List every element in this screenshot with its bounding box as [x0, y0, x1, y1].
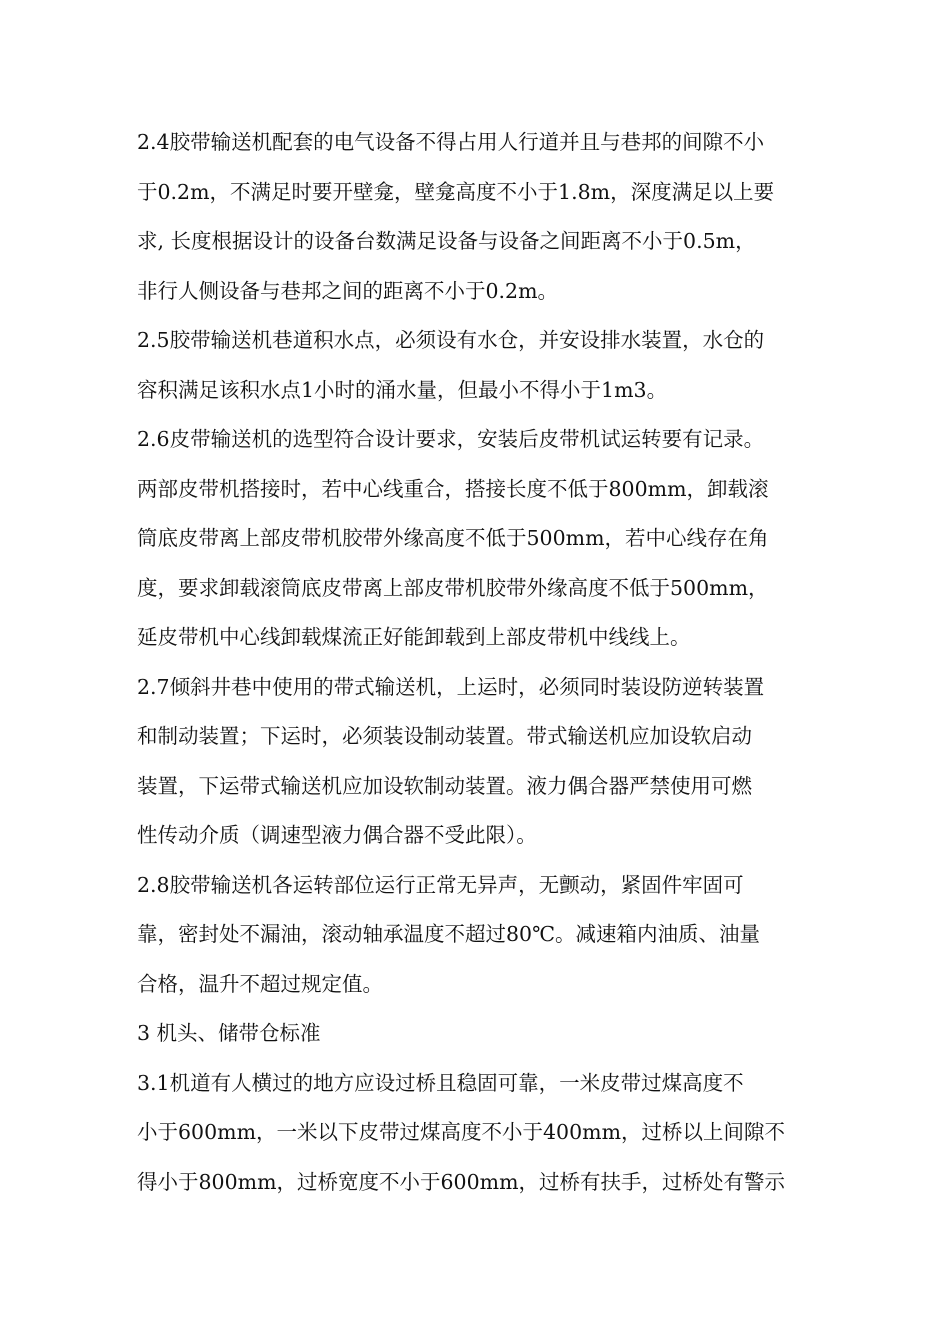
- text-line: 小于600mm，一米以下皮带过煤高度不小于400mm，过桥以上间隙不: [137, 1120, 786, 1144]
- text-line: 非行人侧设备与巷邦之间的距离不小于0.2m。: [137, 278, 559, 303]
- text-line: 合格，温升不超过规定值。: [137, 971, 383, 996]
- text-line: 和制动装置；下运时，必须装设制动装置。带式输送机应加设软启动: [137, 724, 752, 748]
- text-line: 度，要求卸载滚筒底皮带离上部皮带机胶带外缘高度不低于500mm，: [137, 575, 769, 600]
- text-line: 性传动介质（调速型液力偶合器不受此限）。: [137, 823, 537, 847]
- text-line: 容积满足该积水点1小时的涌水量，但最小不得小于1m3。: [137, 377, 668, 402]
- text-line: 延皮带机中心线卸载煤流正好能卸载到上部皮带机中线线上。: [137, 625, 691, 649]
- text-line: 得小于800mm，过桥宽度不小于600mm，过桥有扶手，过桥处有警示: [137, 1169, 786, 1194]
- text-line: 2.8胶带输送机各运转部位运行正常无异声，无颤动，紧固件牢固可: [137, 872, 744, 897]
- text-line: 3.1机道有人横过的地方应设过桥且稳固可靠，一米皮带过煤高度不: [137, 1070, 744, 1095]
- text-line: 装置，下运带式输送机应加设软制动装置。液力偶合器严禁使用可燃: [137, 773, 752, 798]
- text-line: 靠，密封处不漏油，滚动轴承温度不超过80℃。减速箱内油质、油量: [137, 922, 761, 946]
- text-line: 2.4胶带输送机配套的电气设备不得占用人行道并且与巷邦的间隙不小: [137, 130, 765, 154]
- section-heading: 3 机头、储带仓标准: [137, 1021, 321, 1045]
- text-line: 于0.2m，不满足时要开壁龛，壁龛高度不小于1.8m，深度满足以上要: [137, 179, 775, 204]
- text-line: 求, 长度根据设计的设备台数满足设备与设备之间距离不小于0.5m，: [137, 229, 756, 253]
- text-line: 2.5胶带输送机巷道积水点，必须设有水仓，并安设排水装置，水仓的: [137, 328, 765, 352]
- document-body: [137, 118, 817, 1207]
- text-line: 2.7倾斜井巷中使用的带式输送机，上运时，必须同时装设防逆转装置: [137, 674, 765, 699]
- text-line: 两部皮带机搭接时，若中心线重合，搭接长度不低于800mm，卸载滚: [137, 476, 769, 501]
- text-line: 2.6皮带输送机的选型符合设计要求，安装后皮带机试运转要有记录。: [137, 427, 765, 451]
- text-line: 筒底皮带离上部皮带机胶带外缘高度不低于500mm，若中心线存在角: [137, 526, 769, 550]
